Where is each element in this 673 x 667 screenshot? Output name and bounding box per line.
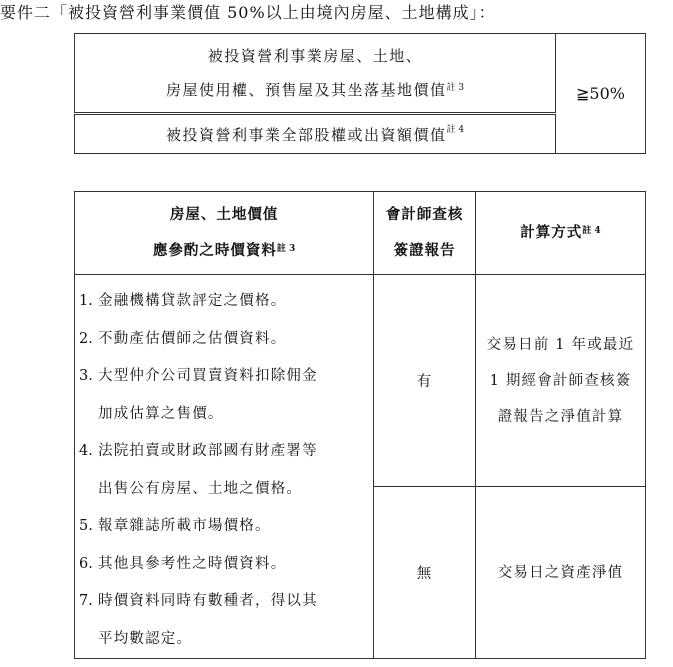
header-price-data: 房屋、土地價值 應參酌之時價資料$^{註 3}$ (75, 192, 374, 275)
numerator-line1: 被投資營利事業房屋、土地、 (207, 47, 423, 65)
list-item (79, 358, 373, 396)
note-ref: 註 3 (276, 244, 296, 254)
list-item (79, 546, 373, 584)
header-audit-report: 會計師查核 簽證報告 (374, 192, 476, 275)
list-item (79, 471, 373, 509)
calc-with-audit: 交易日前 1 年或最近 1 期經會計師查核簽 證報告之淨值計算 (476, 275, 646, 487)
list-item-text: 金融機構貸款評定之價格。 (98, 293, 287, 309)
list-item (79, 433, 373, 471)
list-item-number: 7. (79, 593, 93, 609)
calc-without-audit: 交易日之資產淨值 (476, 487, 646, 659)
list-item (79, 396, 373, 434)
list-item (79, 508, 373, 546)
list-item (79, 321, 373, 359)
list-item-number: 3. (79, 368, 93, 384)
list-item (79, 621, 373, 659)
denominator-cell: 被投資營利事業全部股權或出資額價值$^{註 4}$ (75, 114, 556, 154)
note-ref: 註 4 (582, 226, 601, 236)
list-item (79, 283, 373, 321)
list-item-text: 其他具參考性之時價資料。 (98, 555, 287, 572)
list-item-text: 法院拍賣或財政部國有財產署等 (98, 443, 318, 459)
note-ref: 註 4 (446, 124, 465, 135)
numerator-cell (75, 34, 556, 114)
ratio-table (74, 33, 646, 154)
table-row (75, 275, 646, 487)
audit-yes: 有 (374, 275, 476, 487)
price-data-list (75, 275, 374, 659)
section-title: 要件二「被投資營利事業價值 50%以上由境內房屋、土地構成」： (0, 3, 496, 22)
audit-no: 無 (374, 487, 476, 659)
list-item-number: 1. (79, 293, 93, 309)
list-item-text: 出售公有房屋、土地之價格。 (98, 480, 303, 497)
ratio-value: ≧50% (556, 34, 646, 154)
list-item (79, 583, 373, 621)
valuation-table (74, 191, 646, 659)
note-ref: 註 3 (446, 83, 465, 93)
list-item-number: 6. (79, 555, 93, 572)
list-item-text: 時價資料同時有數種者，得以其 (98, 593, 318, 609)
list-item-text: 大型仲介公司買賣資料扣除佣金 (98, 368, 318, 384)
list-item-number: 2. (79, 330, 93, 347)
list-item-text: 平均數認定。 (98, 630, 193, 647)
numerator-line2: 房屋使用權、預售屋及其坐落基地價值$^{註 3}$ (165, 81, 465, 99)
header-row (75, 192, 646, 275)
list-item-number: 4. (79, 443, 93, 459)
header-calc-method: 計算方式$^{註 4}$ (476, 192, 646, 275)
list-item-text: 不動產估價師之估價資料。 (98, 330, 287, 347)
list-item-text: 加成估算之售價。 (98, 405, 224, 422)
list-item-number: 5. (79, 518, 93, 534)
list-item-text: 報章雜誌所載市場價格。 (98, 518, 271, 534)
